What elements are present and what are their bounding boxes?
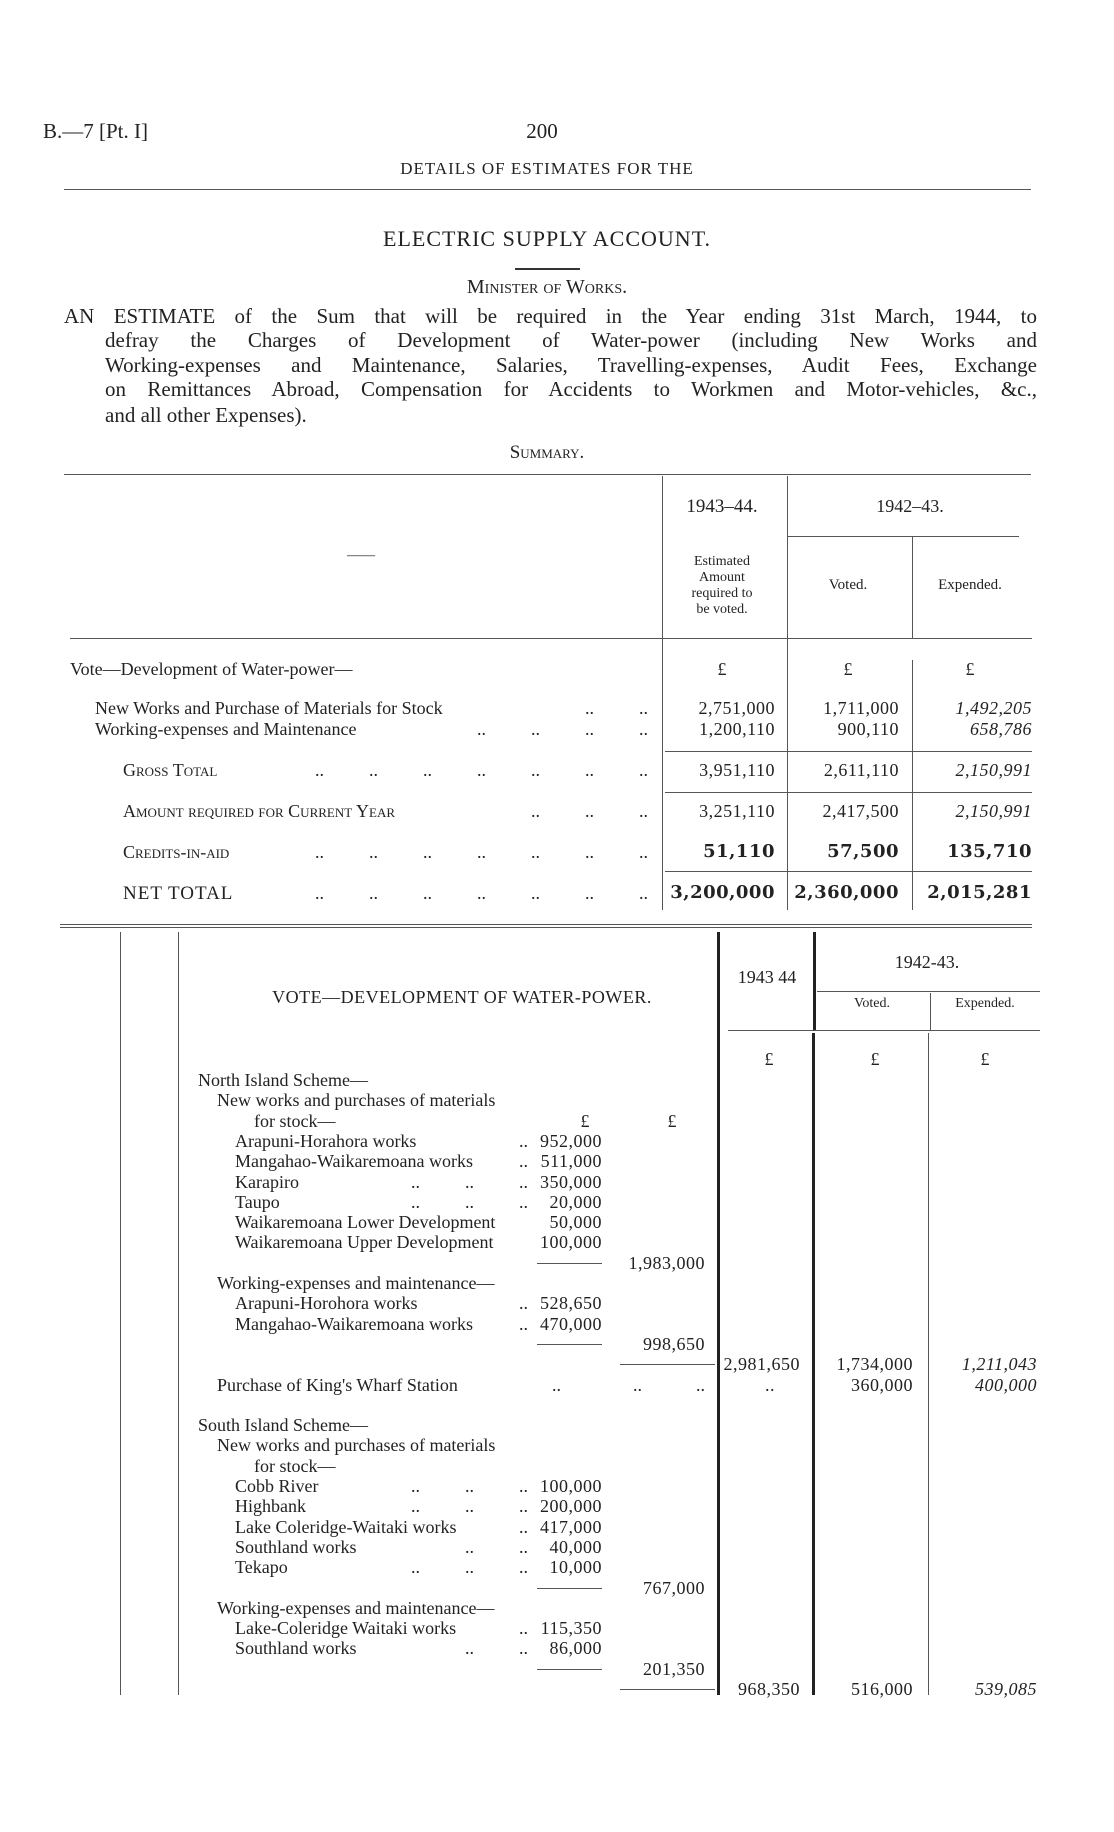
amount-item: 10,000 <box>549 1557 602 1578</box>
dot-leader: .. .. .. <box>411 1191 528 1212</box>
row-label: Southland works <box>235 1638 357 1659</box>
col-header-1943-44: 1943 44 <box>737 967 797 987</box>
estimate-value: 2,751,000 <box>698 698 775 718</box>
amount-1943-44: 968,350 <box>738 1679 800 1699</box>
subheader-rule <box>787 536 1019 537</box>
row-label: Lake Coleridge-Waitaki works <box>235 1516 457 1537</box>
estimate-value: 3,200,000 <box>670 882 775 903</box>
running-title: DETAILS OF ESTIMATES FOR THE <box>400 159 694 178</box>
paragraph-line: on Remittances Abroad, Compensation for Accidents to Workmen and Motor-vehicles, &c., <box>105 377 1037 401</box>
expended-value: 2,150,991 <box>955 760 1032 780</box>
document-reference: B.—7 [Pt. I] <box>43 119 148 143</box>
paragraph-line: Working-expenses and Maintenance, Salaries, Travelling-expenses, Audit Fees, Exchange <box>105 353 1037 377</box>
row-label: Working-expenses and Maintenance <box>95 719 357 739</box>
row-label: Arapuni-Horohora works <box>235 1293 418 1314</box>
dot-leader: .. .. .. <box>411 1557 528 1578</box>
row-label: Lake-Coleridge Waitaki works <box>235 1618 457 1639</box>
row-label: NET TOTAL <box>123 883 234 904</box>
expended-value: 135,710 <box>947 841 1032 862</box>
paragraph-line: defray the Charges of Development of Water-power (including New Works and <box>105 328 1037 352</box>
dot-leader: .. <box>519 1151 528 1172</box>
vote-label: Vote—Development of Water-power— <box>70 659 353 679</box>
total-rule <box>620 1689 715 1690</box>
amount-item: 86,000 <box>549 1638 602 1659</box>
estimated-amount-subheader <box>691 554 752 618</box>
column-divider <box>812 1033 815 1695</box>
row-label: Cobb River <box>235 1476 319 1496</box>
header-rule <box>64 189 1031 190</box>
row-label: Taupo <box>235 1191 280 1212</box>
amount-item: 350,000 <box>540 1171 602 1192</box>
dot-leader: .. .. <box>465 1536 528 1557</box>
dot-leader: .. <box>519 1618 528 1639</box>
page-number: 200 <box>526 119 558 143</box>
row-label: Working-expenses and maintenance— <box>217 1597 495 1618</box>
column-divider <box>813 932 816 1030</box>
subheader-rule <box>817 991 1040 992</box>
dot-leader: .. <box>519 1293 528 1314</box>
amount-item: 952,000 <box>540 1130 602 1151</box>
subheader-line: be voted. <box>696 602 748 617</box>
dot-leader: .. .. .. <box>411 1476 528 1496</box>
col-header-1942-43: 1942-43. <box>894 952 960 972</box>
amount-subtotal: 998,650 <box>643 1333 705 1354</box>
summary-top-rule <box>64 474 1031 475</box>
amount-1943-44: 2,981,650 <box>723 1354 800 1375</box>
amount-item: 100,000 <box>540 1476 602 1496</box>
row-label: South Island Scheme— <box>198 1415 368 1436</box>
dot-leader: .. .. <box>465 1638 528 1659</box>
row-label: Purchase of King's Wharf Station <box>217 1374 458 1395</box>
amount-item: 200,000 <box>540 1496 602 1517</box>
col-header-expended: Expended. <box>955 996 1015 1011</box>
expended-value: 658,786 <box>970 719 1032 739</box>
dot-leader: .. <box>519 1516 528 1537</box>
row-label: New Works and Purchase of Materials for Stock <box>95 698 443 718</box>
currency-symbol: £ <box>764 1049 774 1069</box>
subtotal-rule <box>537 1588 602 1589</box>
dot-leader: .. .. .. <box>531 801 648 821</box>
column-divider <box>928 1033 929 1695</box>
margin-line <box>120 932 121 1695</box>
subheader-line: Amount <box>699 570 745 585</box>
row-label: Mangahao-Waikaremoana works <box>235 1313 473 1334</box>
row-label: for stock— <box>254 1455 336 1476</box>
section-rule <box>60 924 1032 925</box>
amount-item: 470,000 <box>540 1313 602 1334</box>
dot-leader: .. .. .. .. .. .. .. <box>315 883 648 903</box>
voted-value: 57,500 <box>827 841 899 862</box>
paragraph-line: AN ESTIMATE of the Sum that will be required in the Year ending 31st March, 1944, to <box>64 304 1037 328</box>
estimate-value: 51,110 <box>703 841 775 862</box>
row-label: New works and purchases of materials <box>217 1090 496 1111</box>
currency-symbol: £ <box>717 659 727 679</box>
title-rule <box>515 268 580 270</box>
dot-leader: .. <box>519 1313 528 1334</box>
row-label: Southland works <box>235 1536 357 1557</box>
expended-value: 2,015,281 <box>927 882 1032 903</box>
voted-value: 2,417,500 <box>822 801 899 821</box>
detail-title: VOTE—DEVELOPMENT OF WATER-POWER. <box>272 987 652 1007</box>
minister-heading: Minister of Works. <box>466 276 628 298</box>
dot-leader: .. .. .. .. <box>477 719 648 739</box>
subtotal-rule <box>537 1669 602 1670</box>
row-label: Mangahao-Waikaremoana works <box>235 1151 473 1172</box>
estimate-value: 3,251,110 <box>699 801 775 821</box>
amount-item: 417,000 <box>540 1516 602 1537</box>
column-divider <box>930 993 931 1030</box>
row-label: Tekapo <box>235 1557 288 1578</box>
expended-value: 1,492,205 <box>955 698 1032 718</box>
voted-value: 1,711,000 <box>823 698 899 718</box>
row-label: Waikaremoana Upper Development <box>235 1232 494 1253</box>
column-divider <box>912 660 913 910</box>
amount-subtotal: 1,983,000 <box>628 1252 705 1273</box>
dot-leader: .. .. .. <box>552 1374 705 1395</box>
voted-value: 2,611,110 <box>823 760 899 780</box>
amount-voted: 360,000 <box>851 1374 913 1395</box>
currency-symbol: £ <box>980 1049 990 1069</box>
row-label: Waikaremoana Lower Development <box>235 1212 496 1233</box>
paragraph-line: and all other Expenses). <box>105 403 307 427</box>
row-label: Amount required for Current Year <box>123 801 396 821</box>
subheader-line: Estimated <box>694 554 750 569</box>
dot-leader: .. .. .. <box>411 1496 528 1517</box>
column-divider <box>912 536 913 638</box>
col-header-1942-43: 1942–43. <box>876 496 944 516</box>
amount-subtotal: 767,000 <box>643 1577 705 1598</box>
amount-expended: 400,000 <box>975 1374 1037 1395</box>
summary-heading: Summary. <box>509 442 585 463</box>
row-label: Karapiro <box>235 1171 299 1192</box>
row-label: Credits-in-aid <box>123 842 230 862</box>
subtotal-rule <box>537 1344 602 1345</box>
total-rule <box>620 1364 715 1365</box>
amount-subtotal: £ <box>667 1110 677 1131</box>
row-label: North Island Scheme— <box>198 1070 368 1090</box>
amount-1943-44: .. <box>765 1374 775 1395</box>
dot-leader: .. <box>519 1130 528 1151</box>
amount-item: £ <box>580 1110 590 1131</box>
row-label: Gross Total <box>123 760 218 780</box>
subheader-line: required to <box>691 586 753 601</box>
row-label: Highbank <box>235 1496 306 1517</box>
col-header-1943-44: 1943–44. <box>686 496 758 517</box>
column-divider <box>662 476 663 910</box>
rule <box>665 751 1032 752</box>
dot-leader: .. .. <box>585 698 648 718</box>
subtotal-rule <box>537 1263 602 1264</box>
voted-value: 2,360,000 <box>794 882 899 903</box>
estimate-value: 3,951,110 <box>699 760 775 780</box>
row-label: New works and purchases of materials <box>217 1435 496 1456</box>
dot-leader: .. .. .. .. .. .. .. <box>315 842 648 862</box>
page-title: ELECTRIC SUPPLY ACCOUNT. <box>383 226 711 251</box>
dot-leader: .. .. .. .. .. .. .. <box>315 760 648 780</box>
header-bottom-rule <box>70 638 1032 639</box>
amount-voted: 1,734,000 <box>836 1354 913 1375</box>
margin-line <box>178 932 179 1695</box>
amount-voted: 516,000 <box>851 1679 913 1699</box>
amount-subtotal: 201,350 <box>643 1658 705 1679</box>
amount-expended: 539,085 <box>975 1679 1037 1699</box>
rule <box>665 792 1032 793</box>
amount-item: 100,000 <box>540 1232 602 1253</box>
rule <box>665 871 1032 872</box>
amount-expended: 1,211,043 <box>961 1354 1037 1375</box>
col-header-voted: Voted. <box>828 577 868 593</box>
amount-item: 115,350 <box>540 1618 602 1639</box>
column-divider <box>787 476 788 910</box>
amount-item: 20,000 <box>549 1191 602 1212</box>
amount-item: 40,000 <box>549 1536 602 1557</box>
currency-symbol: £ <box>843 659 853 679</box>
col-header-expended: Expended. <box>938 577 1002 593</box>
voted-value: 900,110 <box>837 719 899 739</box>
amount-item: 528,650 <box>540 1293 602 1314</box>
col-header-voted: Voted. <box>854 996 890 1011</box>
row-label: for stock— <box>254 1110 336 1131</box>
amount-item: 511,000 <box>540 1151 602 1172</box>
estimate-value: 1,200,110 <box>699 719 775 739</box>
header-bottom-rule <box>728 1030 1040 1031</box>
stub-header-dash: —— <box>347 548 375 563</box>
currency-symbol: £ <box>870 1049 880 1069</box>
currency-symbol: £ <box>965 659 975 679</box>
section-rule <box>60 927 1032 928</box>
column-divider <box>717 932 720 1695</box>
expended-value: 2,150,991 <box>955 801 1032 821</box>
dot-leader: .. .. .. <box>411 1171 528 1192</box>
row-label: Arapuni-Horahora works <box>235 1130 417 1151</box>
row-label: Working-expenses and maintenance— <box>217 1273 495 1293</box>
amount-item: 50,000 <box>549 1212 602 1233</box>
